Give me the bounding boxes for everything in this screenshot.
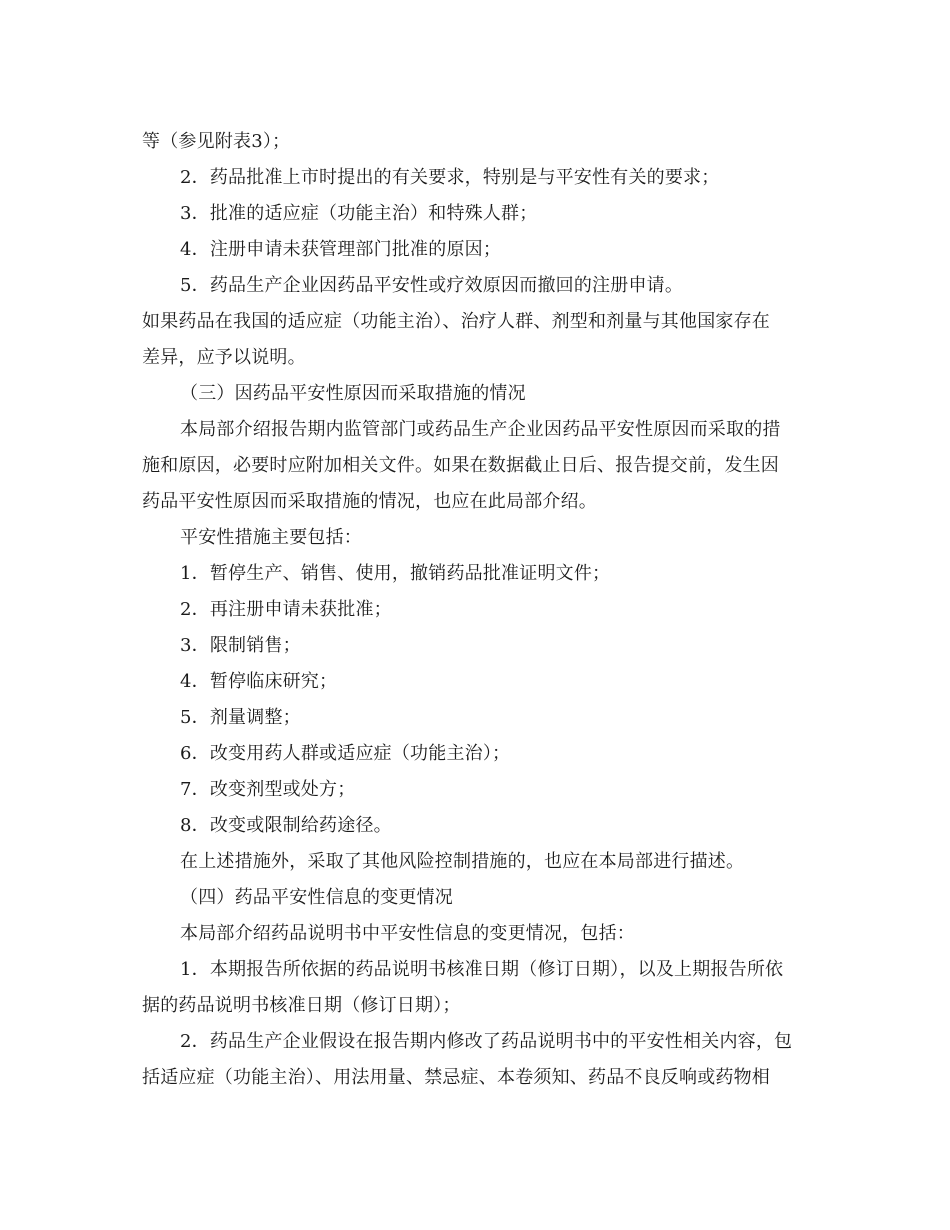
text-line: 平安性措施主要包括：	[180, 527, 362, 548]
text-line: 5．药品生产企业因药品平安性或疗效原因而撤回的注册申请。	[180, 275, 684, 296]
list-item: 4．暂停临床研究；	[180, 671, 338, 692]
text-line: 4．注册申请未获管理部门批准的原因；	[180, 239, 502, 260]
text-line: 本局部介绍报告期内监管部门或药品生产企业因药品平安性原因而采取的措	[180, 419, 781, 440]
text-line: 药品平安性原因而采取措施的情况，也应在此局部介绍。	[142, 491, 597, 512]
list-item: 2．药品生产企业假设在报告期内修改了药品说明书中的平安性相关内容，包	[180, 1031, 793, 1052]
list-item: 1．本期报告所依据的药品说明书核准日期（修订日期），以及上期报告所依	[180, 959, 784, 980]
section-heading: （四）药品平安性信息的变更情况	[180, 887, 453, 908]
list-item: 7．改变剂型或处方；	[180, 779, 356, 800]
text-line: 在上述措施外，采取了其他风险控制措施的，也应在本局部进行描述。	[180, 851, 745, 872]
text-line: 施和原因，必要时应附加相关文件。如果在数据截止日后、报告提交前，发生因	[142, 455, 779, 476]
list-item: 3．限制销售；	[180, 635, 301, 656]
section-heading: （三）因药品平安性原因而采取措施的情况	[180, 383, 526, 404]
text-line: 差异，应予以说明。	[142, 347, 306, 368]
document-body	[142, 124, 822, 1096]
text-line: 如果药品在我国的适应症（功能主治）、治疗人群、剂型和剂量与其他国家存在	[142, 311, 770, 332]
text-line: 3．批准的适应症（功能主治）和特殊人群；	[180, 203, 538, 224]
text-line: 2．药品批准上市时提出的有关要求，特别是与平安性有关的要求；	[180, 167, 720, 188]
list-item: 8．改变或限制给药途径。	[180, 815, 392, 836]
list-item: 2．再注册申请未获批准；	[180, 599, 392, 620]
list-item: 1．暂停生产、销售、使用，撤销药品批准证明文件；	[180, 563, 611, 584]
text-line: 括适应症（功能主治）、用法用量、禁忌症、本卷须知、药品不良反响或药物相	[142, 1067, 770, 1088]
list-item: 5．剂量调整；	[180, 707, 301, 728]
list-item: 6．改变用药人群或适应症（功能主治）；	[180, 743, 511, 764]
text-line: 本局部介绍药品说明书中平安性信息的变更情况，包括：	[180, 923, 635, 944]
text-line: 等（参见附表3）；	[142, 131, 291, 152]
text-line: 据的药品说明书核准日期（修订日期）；	[142, 995, 461, 1016]
